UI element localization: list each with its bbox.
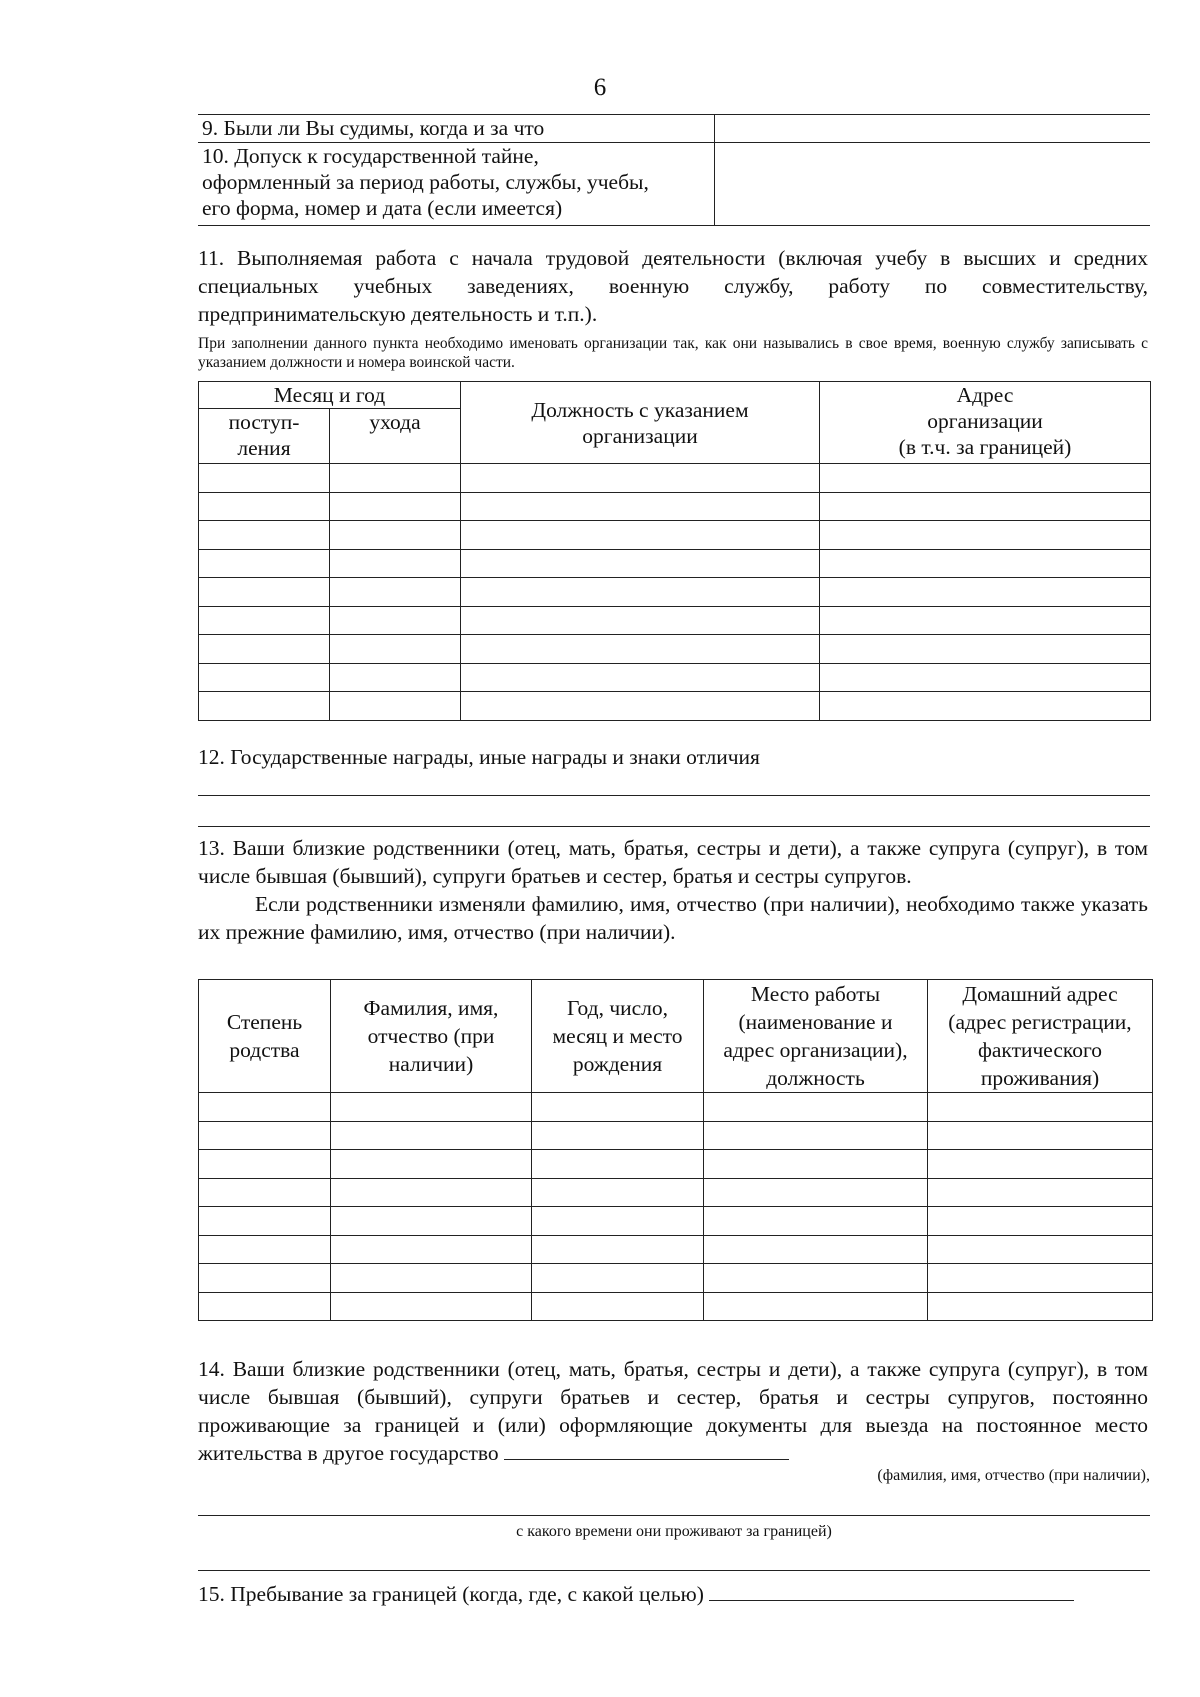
header-month-year: Месяц и год	[199, 382, 461, 409]
header-address-line: организации	[927, 409, 1043, 433]
question-10-line: 10. Допуск к государственной тайне,	[202, 144, 539, 168]
table-row	[199, 521, 1151, 550]
table-row	[199, 692, 1151, 721]
name-cell[interactable]	[331, 1292, 532, 1321]
header-relation-line: Степень	[226, 1010, 303, 1034]
question-15-answer-line[interactable]	[709, 1580, 1074, 1601]
birth-cell[interactable]	[532, 1207, 704, 1236]
question-10-answer-field[interactable]	[714, 143, 1150, 226]
name-cell[interactable]	[331, 1150, 532, 1179]
relation-cell[interactable]	[199, 1093, 331, 1122]
home-cell[interactable]	[928, 1292, 1153, 1321]
relation-cell[interactable]	[199, 1178, 331, 1207]
birth-cell[interactable]	[532, 1264, 704, 1293]
header-name-line: наличии)	[388, 1052, 474, 1076]
question-15-block	[198, 1580, 1148, 1608]
header-home	[928, 980, 1153, 1093]
question-14-text: 14. Ваши близкие родственники (отец, мать, братья, сестры и дети), а также супруга (супруг), в том числе бывшая (бывший), супруги братьев и сестер, братья и сестры супругов, постоянно проживающие за границей и (или) оформляющие документы для выезда на постоянное место жительства в другое государство	[198, 1357, 1148, 1465]
leave-date-cell[interactable]	[330, 578, 461, 607]
entry-date-cell[interactable]	[199, 492, 330, 521]
table-row	[199, 635, 1151, 664]
work-cell[interactable]	[704, 1121, 928, 1150]
leave-date-cell[interactable]	[330, 492, 461, 521]
entry-date-cell[interactable]	[199, 692, 330, 721]
header-position	[461, 382, 820, 464]
question-10-line: оформленный за период работы, службы, учебы,	[202, 170, 649, 194]
name-cell[interactable]	[331, 1093, 532, 1122]
header-birth-line: месяц и место	[552, 1024, 683, 1048]
header-entry	[199, 409, 330, 464]
home-cell[interactable]	[928, 1207, 1153, 1236]
header-relation	[199, 980, 331, 1093]
position-cell[interactable]	[461, 606, 820, 635]
header-work-line: Место работы	[750, 982, 881, 1006]
leave-date-cell[interactable]	[330, 692, 461, 721]
header-home-line: проживания)	[980, 1066, 1100, 1090]
questions-9-10-table	[198, 114, 1150, 226]
address-cell[interactable]	[820, 464, 1151, 493]
work-cell[interactable]	[704, 1178, 928, 1207]
work-history-table	[198, 381, 1151, 721]
position-cell[interactable]	[461, 521, 820, 550]
address-cell[interactable]	[820, 578, 1151, 607]
question-11-text: 11. Выполняемая работа с начала трудовой деятельности (включая учебу в высших и средних специальных учебных заведениях, военную службу, работу по совместительству, предпринимательскую деятельность и т.п.).	[198, 246, 1148, 326]
position-cell[interactable]	[461, 635, 820, 664]
leave-date-cell[interactable]	[330, 663, 461, 692]
address-cell[interactable]	[820, 663, 1151, 692]
header-entry-line: поступ-	[228, 410, 300, 434]
question-15-wrap	[198, 1580, 1148, 1608]
entry-date-cell[interactable]	[199, 606, 330, 635]
position-cell[interactable]	[461, 692, 820, 721]
header-work-line: (наименование и	[738, 1010, 893, 1034]
header-entry-line: ления	[237, 436, 291, 460]
question-15-label: 15. Пребывание за границей (когда, где, с какой целью)	[198, 1582, 704, 1606]
header-address-line: Адрес	[956, 383, 1014, 407]
table-row	[199, 606, 1151, 635]
table-row	[199, 1235, 1153, 1264]
leave-date-cell[interactable]	[330, 606, 461, 635]
birth-cell[interactable]	[532, 1093, 704, 1122]
question-9-label: 9. Были ли Вы судимы, когда и за что	[198, 115, 714, 143]
question-14-caption-2: с какого времени они проживают за границей)	[516, 1523, 832, 1540]
answer-line[interactable]	[198, 826, 1150, 827]
address-cell[interactable]	[820, 635, 1151, 664]
header-leave: ухода	[330, 409, 461, 464]
question-9-row	[198, 115, 1150, 143]
question-9-answer-field[interactable]	[714, 115, 1150, 143]
entry-date-cell[interactable]	[199, 464, 330, 493]
table-row	[199, 663, 1151, 692]
name-cell[interactable]	[331, 1235, 532, 1264]
work-cell[interactable]	[704, 1093, 928, 1122]
name-cell[interactable]	[331, 1121, 532, 1150]
relation-cell[interactable]	[199, 1264, 331, 1293]
position-cell[interactable]	[461, 578, 820, 607]
name-cell[interactable]	[331, 1207, 532, 1236]
home-cell[interactable]	[928, 1264, 1153, 1293]
header-address-line: (в т.ч. за границей)	[898, 435, 1072, 459]
question-12-block	[198, 743, 1148, 771]
question-13-text-2: Если родственники изменяли фамилию, имя, отчество (при наличии), необходимо также указать их прежние фамилию, имя, отчество (при наличии).	[198, 892, 1148, 944]
home-cell[interactable]	[928, 1093, 1153, 1122]
position-cell[interactable]	[461, 663, 820, 692]
relation-cell[interactable]	[199, 1207, 331, 1236]
header-birth	[532, 980, 704, 1093]
address-cell[interactable]	[820, 521, 1151, 550]
table-row	[199, 1121, 1153, 1150]
question-11-note-block	[198, 334, 1148, 372]
question-13-text: 13. Ваши близкие родственники (отец, мать, братья, сестры и дети), а также супруга (супруг), в том числе бывшая (бывший), супруги братьев и сестер, братья и сестры супругов.	[198, 836, 1148, 888]
question-10-row	[198, 143, 1150, 226]
relatives-table	[198, 979, 1153, 1321]
header-home-line: Домашний адрес	[962, 982, 1118, 1006]
birth-cell[interactable]	[532, 1292, 704, 1321]
header-home-line: (адрес регистрации,	[948, 1010, 1132, 1034]
home-cell[interactable]	[928, 1235, 1153, 1264]
question-14-block	[198, 1355, 1148, 1467]
work-header-row	[199, 382, 1151, 409]
work-cell[interactable]	[704, 1235, 928, 1264]
leave-date-cell[interactable]	[330, 635, 461, 664]
position-cell[interactable]	[461, 492, 820, 521]
address-cell[interactable]	[820, 549, 1151, 578]
name-cell[interactable]	[331, 1264, 532, 1293]
address-cell[interactable]	[820, 692, 1151, 721]
entry-date-cell[interactable]	[199, 663, 330, 692]
table-row	[199, 578, 1151, 607]
header-birth-line: рождения	[572, 1052, 663, 1076]
birth-cell[interactable]	[532, 1150, 704, 1179]
question-12-label: 12. Государственные награды, иные награды и знаки отличия	[198, 745, 760, 769]
table-row	[199, 1264, 1153, 1293]
table-row	[199, 1093, 1153, 1122]
birth-cell[interactable]	[532, 1178, 704, 1207]
table-row	[199, 549, 1151, 578]
question-13-block	[198, 834, 1148, 946]
question-11-text-block	[198, 244, 1148, 328]
relatives-header-row	[199, 980, 1153, 1093]
question-11-note: При заполнении данного пункта необходимо именовать организации так, как они назывались в свое время, военную службу записывать с указанием должности и номера воинской части.	[198, 335, 1148, 371]
table-row	[199, 1178, 1153, 1207]
header-work-line: должность	[766, 1066, 865, 1090]
header-name	[331, 980, 532, 1093]
home-cell[interactable]	[928, 1178, 1153, 1207]
leave-date-cell[interactable]	[330, 464, 461, 493]
question-14-answer-line[interactable]	[504, 1439, 789, 1460]
table-row	[199, 1207, 1153, 1236]
answer-line[interactable]	[198, 795, 1150, 796]
header-work-line: адрес организации),	[723, 1038, 908, 1062]
work-cell[interactable]	[704, 1150, 928, 1179]
header-name-line: отчество (при	[367, 1024, 495, 1048]
question-10-label	[198, 143, 714, 226]
relation-cell[interactable]	[199, 1292, 331, 1321]
relation-cell[interactable]	[199, 1150, 331, 1179]
header-name-line: Фамилия, имя,	[363, 996, 499, 1020]
page-number: 6	[593, 74, 607, 101]
header-work	[704, 980, 928, 1093]
table-row	[199, 1292, 1153, 1321]
home-cell[interactable]	[928, 1150, 1153, 1179]
question-14-caption-1: (фамилия, имя, отчество (при наличии),	[877, 1467, 1150, 1484]
header-address	[820, 382, 1151, 464]
birth-cell[interactable]	[532, 1121, 704, 1150]
answer-line[interactable]	[198, 1570, 1150, 1571]
work-cell[interactable]	[704, 1207, 928, 1236]
header-position-line: Должность с указанием	[531, 397, 749, 422]
table-row	[199, 464, 1151, 493]
header-home-line: фактического	[977, 1038, 1103, 1062]
relation-cell[interactable]	[199, 1121, 331, 1150]
entry-date-cell[interactable]	[199, 635, 330, 664]
entry-date-cell[interactable]	[199, 549, 330, 578]
table-row	[199, 492, 1151, 521]
address-cell[interactable]	[820, 492, 1151, 521]
question-10-line: его форма, номер и дата (если имеется)	[202, 196, 563, 220]
home-cell[interactable]	[928, 1121, 1153, 1150]
header-position-line: организации	[582, 423, 698, 448]
birth-cell[interactable]	[532, 1235, 704, 1264]
relation-cell[interactable]	[199, 1235, 331, 1264]
header-birth-line: Год, число,	[566, 996, 669, 1020]
table-row	[199, 1150, 1153, 1179]
work-cell[interactable]	[704, 1264, 928, 1293]
position-cell[interactable]	[461, 464, 820, 493]
leave-date-cell[interactable]	[330, 521, 461, 550]
address-cell[interactable]	[820, 606, 1151, 635]
header-relation-line: родства	[229, 1038, 300, 1062]
entry-date-cell[interactable]	[199, 578, 330, 607]
work-cell[interactable]	[704, 1292, 928, 1321]
position-cell[interactable]	[461, 549, 820, 578]
question-14-text-wrap	[198, 1355, 1148, 1467]
name-cell[interactable]	[331, 1178, 532, 1207]
answer-line[interactable]	[198, 1515, 1150, 1516]
leave-date-cell[interactable]	[330, 549, 461, 578]
entry-date-cell[interactable]	[199, 521, 330, 550]
